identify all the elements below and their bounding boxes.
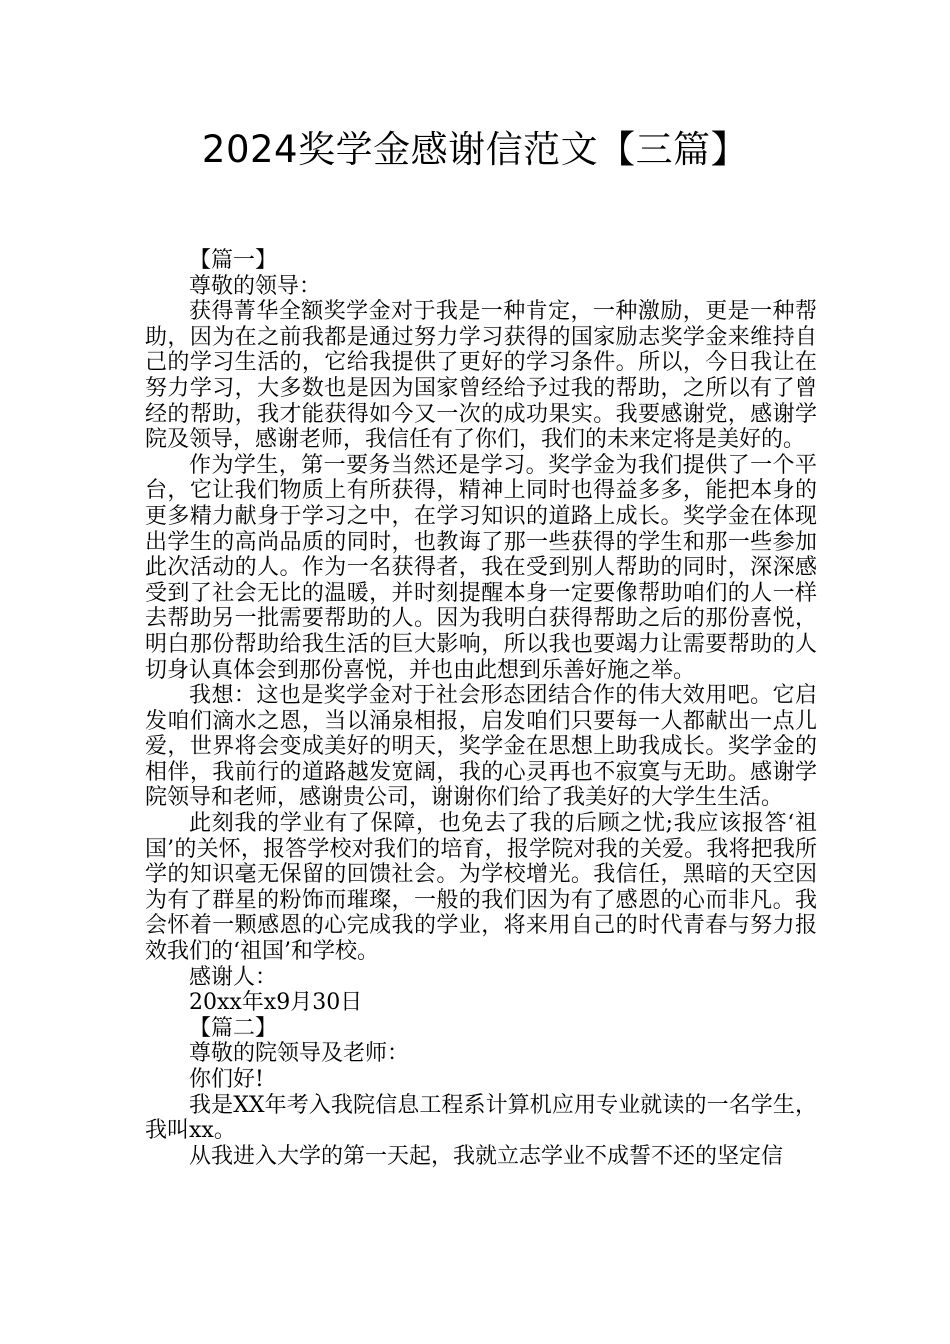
date-line: 20xx年x9月30日 <box>189 990 363 1016</box>
greeting: 你们好! <box>189 1067 264 1092</box>
paragraph: 作为学生，第一要务当然还是学习。奖学金为我们提供了一个平台，它让我们物质上有所获得，精神上同时也得益多多，能把本身的更多精力献身于学习之中，在学习知识的道路上成长。奖学金在体现出学生的高尚品质的同时，也教诲了那一些获得的学生和那一些参加此次活动的人。作为一名获得者，我在受到别人帮助的同时，深深感受到了社会无比的温暖，并时刻提醒本身一定要像帮助咱们的人一样去帮助另一批需要帮助的人。因为我明白获得帮助之后的那份喜悦，明白那份帮助给我生活的巨大影响，所以我也要竭力让需要帮助的人切身认真体会到那份喜悦，并也由此想到乐善好施之举。 <box>145 452 817 683</box>
salutation: 尊敬的院领导及老师： <box>189 1041 410 1067</box>
section-heading: 【篇一】 <box>189 248 278 273</box>
document-title: 2024奖学金感谢信范文【三篇】 <box>201 128 749 171</box>
paragraph: 获得菁华全额奖学金对于我是一种肯定，一种激励，更是一种帮助，因为在之前我都是通过努力学习获得的国家励志奖学金来维持自己的学习生活的，它给我提供了更好的学习条件。所以，今日我让在努力学习，大多数也是因为国家曾经给予过我的帮助，之所以有了曾经的帮助，我才能获得如今又一次的成功果实。我要感谢党，感谢学院及领导，感谢老师，我信任有了你们，我们的未来定将是美好的。 <box>145 299 817 453</box>
document-body <box>145 248 817 1169</box>
paragraph: 我想：这也是奖学金对于社会形态团结合作的伟大效用吧。它启发咱们滴水之恩，当以涌泉相报，启发咱们只要每一人都献出一点儿爱，世界将会变成美好的明天，奖学金在思想上助我成长。奖学金的相伴，我前行的道路越发宽阔，我的心灵再也不寂寞与无助。感谢学院领导和老师，感谢贵公司，谢谢你们给了我美好的大学生生活。 <box>145 683 817 811</box>
section-heading: 【篇二】 <box>189 1015 278 1041</box>
paragraph: 此刻我的学业有了保障，也免去了我的后顾之忧;我应该报答‘祖国’的关怀，报答学校对我们的培育，报学院对我的关爱。我将把我所学的知识毫无保留的回馈社会。为学校增光。我信任，黑暗的天空因为有了群星的粉饰而璀璨，一般的我们因为有了感恩的心而非凡。我会怀着一颗感恩的心完成我的学业，将来用自己的时代青春与努力报效我们的‘祖国’和学校。 <box>145 811 817 965</box>
paragraph: 我是XX年考入我院信息工程系计算机应用专业就读的一名学生，我叫xx。 <box>145 1092 817 1144</box>
salutation: 尊敬的领导： <box>189 273 322 299</box>
signature-label: 感谢人： <box>189 964 278 990</box>
paragraph: 从我进入大学的第一天起，我就立志学业不成誓不还的坚定信 <box>189 1143 784 1169</box>
